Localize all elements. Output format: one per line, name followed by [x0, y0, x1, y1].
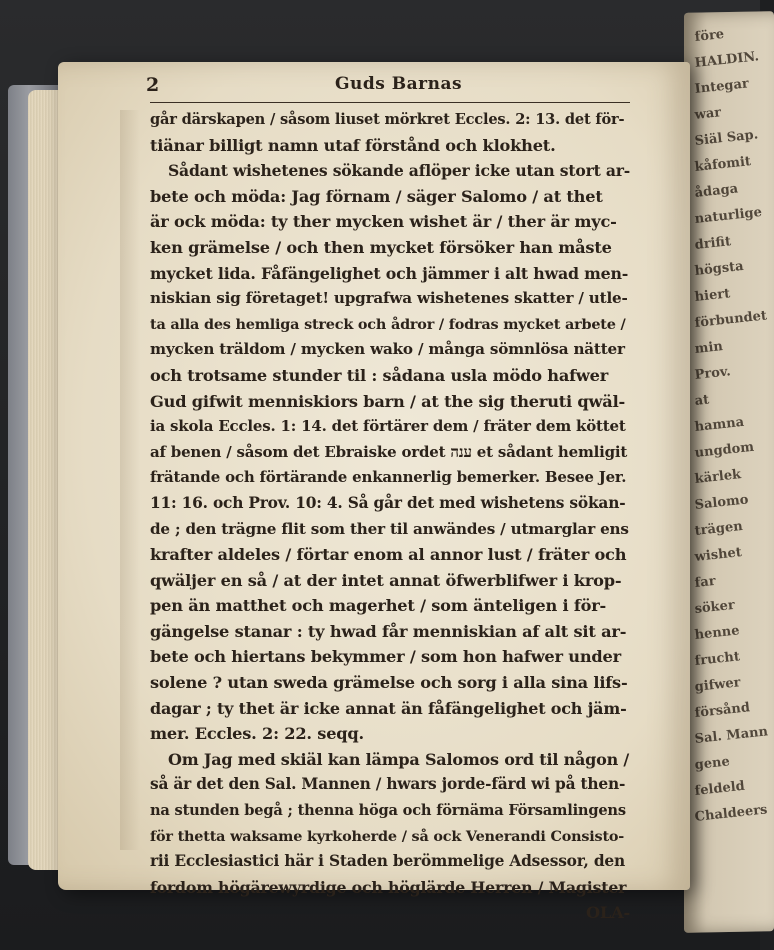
- text-line: niskian sig företaget! upgrafwa wishetenes skatter / utle-: [150, 289, 628, 308]
- text-line: pen än matthet och magerhet / som änteligen i för-: [150, 596, 607, 616]
- text-line: tiänar billigt namn utaf förstånd och klokhet.: [150, 135, 556, 155]
- page-header: [146, 74, 630, 103]
- text-line: dagar ; ty thet är icke annat än fåfängelighet och jäm-: [150, 698, 627, 718]
- text-line: frätande och förtärande enkannerlig bemerker. Besee Jer.: [150, 468, 627, 487]
- facing-text-fragment: söker: [694, 597, 736, 617]
- text-line: fordom högärewyrdige och höglärde Herren / Magister: [150, 877, 627, 897]
- facing-text-fragment: feldeld: [694, 778, 746, 799]
- facing-text-fragment: Integar: [694, 76, 750, 97]
- text-line: na stunden begå ; thenna höga och förnäma Församlingens: [150, 802, 626, 820]
- facing-text-fragment: frucht: [694, 649, 741, 669]
- facing-text-fragment: Chaldeers: [694, 802, 769, 825]
- text-line: mer. Eccles. 2: 22. seqq.: [150, 724, 364, 744]
- facing-text-fragment: kärlek: [694, 467, 742, 487]
- facing-text-fragment: ådaga: [694, 181, 739, 201]
- body-text: [150, 107, 630, 926]
- facing-text-fragment: Sal. Mann: [694, 724, 769, 747]
- facing-text-fragment: kåfomit: [694, 154, 752, 175]
- text-line: ia skola Eccles. 1: 14. det förtärer dem / fräter dem köttet: [150, 417, 626, 436]
- facing-text-fragment: trägen: [694, 518, 744, 539]
- text-line: ta alla des hemliga streck och ådror / fodras mycket arbete /: [150, 315, 626, 333]
- text-line: qwäljer en så / at der intet annat öfwerblifwer i krop-: [150, 570, 622, 590]
- text-line: krafter aldeles / förtar enom al annor lust / fräter och: [150, 545, 627, 565]
- text-line: OLA-: [586, 903, 630, 923]
- facing-text-fragment: henne: [694, 623, 741, 643]
- text-line: 11: 16. och Prov. 10: 4. Så går det med wishetens sökan-: [150, 493, 626, 512]
- facing-text-fragment: at: [694, 392, 710, 409]
- facing-text-fragment: gifwer: [694, 675, 742, 695]
- text-line: gängelse stanar : ty hwad får menniskian af alt sit ar-: [150, 621, 627, 641]
- facing-text-fragment: försånd: [694, 700, 751, 721]
- text-line: rii Ecclesiastici här i Staden berömmelige Adsessor, den: [150, 852, 625, 871]
- text-line: de ; den trägne flit som ther til anwändes / utmarglar ens: [150, 519, 629, 538]
- facing-text-fragment: ungdom: [694, 439, 755, 461]
- facing-text-fragment: före: [694, 26, 725, 45]
- text-line: bete och hiertans bekymmer / som hon hafwer under: [150, 647, 621, 667]
- facing-text-fragment: wishet: [694, 545, 743, 565]
- text-line: är ock möda: ty ther mycken wishet är / ther är myc-: [150, 212, 617, 232]
- page-number: 2: [146, 74, 160, 96]
- text-line: och trotsame stunder til : sådana usla mödo hafwer: [150, 365, 609, 385]
- facing-text-fragment: HALDIN.: [694, 49, 760, 71]
- text-line: mycken träldom / mycken wako / många sömnlösa nätter: [150, 340, 625, 359]
- text-line: så är det den Sal. Mannen / hwars jorde-färd wi på then-: [150, 775, 626, 794]
- facing-text-fragment: min: [694, 339, 724, 357]
- facing-text-fragment: Siäl Sap.: [694, 127, 759, 149]
- text-line: Gud gifwit menniskiors barn / at the sig theruti qwäl-: [150, 391, 626, 411]
- text-line: Om Jag med skiäl kan lämpa Salomos ord til någon /: [168, 749, 630, 769]
- facing-text-fragment: drifit: [694, 234, 732, 253]
- text-line: bete och möda: Jag förnam / säger Salomo / at thet: [150, 186, 603, 206]
- facing-text-fragment: Salomo: [694, 492, 750, 513]
- text-line: mycket lida. Fåfängelighet och jämmer i alt hwad men-: [150, 263, 629, 283]
- facing-text-fragment: hiert: [694, 286, 731, 305]
- text-line: ken grämelse / och then mycket försöker han måste: [150, 237, 612, 257]
- page-text-block: [146, 74, 631, 926]
- facing-text-fragment: hamna: [694, 414, 745, 435]
- facing-text-fragment: förbundet: [694, 308, 768, 331]
- facing-text-fragment: Prov.: [694, 364, 732, 383]
- running-head: Guds Barnas: [335, 74, 463, 94]
- text-line: Sådant wishetenes sökande aflöper icke utan stort ar-: [168, 161, 631, 181]
- text-line: för thetta waksame kyrkoherde / så ock Venerandi Consisto-: [150, 827, 625, 845]
- facing-text-fragment: far: [694, 573, 717, 591]
- facing-text-fragment: war: [694, 105, 722, 123]
- gutter-shade: [120, 110, 140, 850]
- text-line: solene ? utan sweda grämelse och sorg i alla sina lifs-: [150, 673, 628, 693]
- facing-text-fragment: högsta: [694, 258, 745, 279]
- facing-text-fragment: gene: [694, 754, 731, 773]
- text-line: går därskapen / såsom liuset mörkret Eccles. 2: 13. det för-: [150, 111, 625, 128]
- facing-text-fragment: naturlige: [694, 204, 763, 227]
- text-line: af benen / såsom det Ebraiske ordet ענה et sådant hemligit: [150, 442, 628, 461]
